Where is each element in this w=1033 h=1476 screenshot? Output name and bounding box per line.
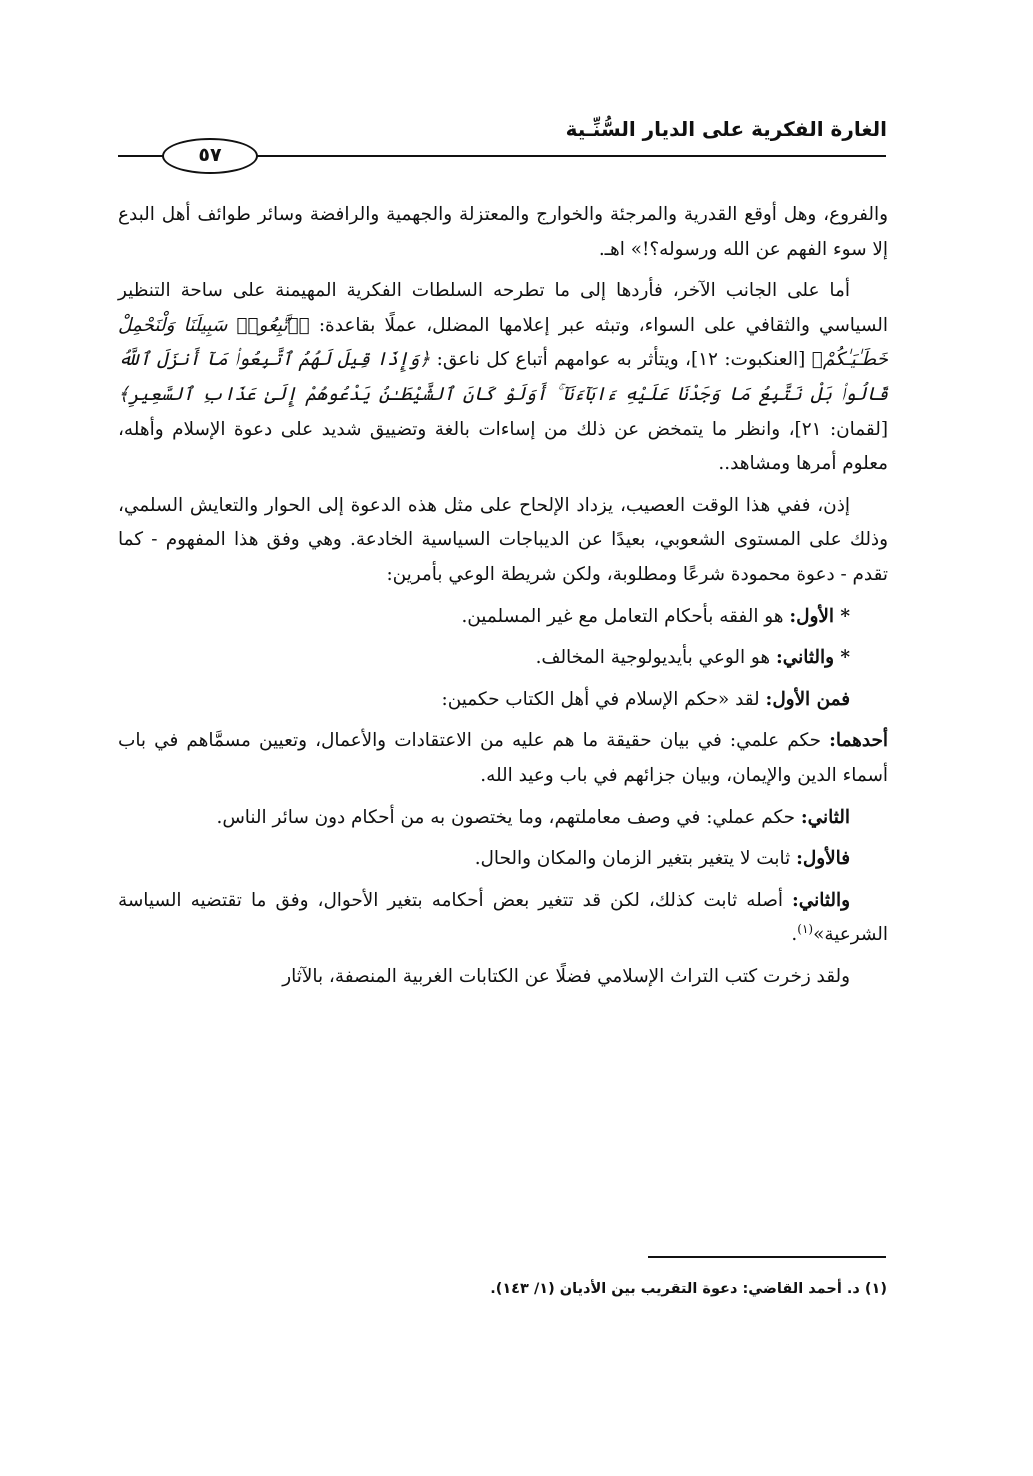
paragraph-text: إذن، ففي هذا الوقت العصيب، يزداد الإلحاح على مثل هذه الدعوة إلى الحوار والتعايش السلمي، وذلك على المستوى الشعوبي، بعيدًا عن الديباجات السياسية الخادعة. وهي وفق هذا المفهوم - كما تقدم - دعوة محمودة شرعًا ومطلوبة، ولكن شريطة الوعي بأمرين: — [118, 494, 888, 585]
paragraph-text: ثابت لا يتغير بتغير الزمان والمكان والحال. — [474, 848, 791, 870]
quran-verse: ﴿ٱتَّبِعُوا۟ سَبِيلَنَا وَلْنَحْمِلْ خَطَـٰيَـٰكُمْ﴾ — [118, 314, 888, 371]
paragraph-text: حكم عملي: في وصف معاملتهم، وما يختصون به من أحكام دون سائر الناس. — [216, 806, 796, 828]
paragraph-text: ولقد زخرت كتب التراث الإسلامي فضلًا عن الكتابات الغربية المنصفة، بالآثار — [282, 965, 850, 987]
paragraph-text: . — [791, 924, 798, 946]
bullet-item — [118, 600, 888, 635]
paragraph-text: أصله ثابت كذلك، لكن قد تتغير بعض أحكامه بتغير الأحوال، وفق ما تقتضيه السياسة الشرعية» — [118, 889, 888, 946]
bullet-text: هو الوعي بأيديولوجية المخالف. — [535, 647, 771, 669]
paragraph-text: والفروع، وهل أوقع القدرية والمرجئة والخوارج والمعتزلة والجهمية والرافضة وسائر طوائف أهل البدع إلا سوء الفهم عن الله ورسوله؟!» اهـ. — [118, 204, 888, 260]
quran-verse: ﴿وَإِذَا قِيلَ لَهُمُ ٱتَّبِعُوا۟ مَآ أَنزَلَ ٱللَّهُ قَالُوا۟ بَلْ نَتَّبِعُ مَا وَجَدْنَا عَلَيْهِ ءَابَآءَنَآ ۚ أَوَلَوْ كَانَ ٱلشَّيْطَـٰنُ يَدْعُوهُمْ إِلَىٰ عَذَابِ ٱلسَّعِيرِ﴾ — [118, 349, 888, 405]
running-title: الغارة الفكرية على الديار السُّنِّـية — [565, 117, 887, 141]
paragraph-lead: أحدهما: — [829, 730, 888, 752]
paragraph-text: [العنكبوت: ١٢]، ويتأثر به عوامهم أتباع كل ناعق: — [436, 349, 806, 371]
paragraph — [118, 960, 888, 995]
footnote-reference[interactable]: (١) — [797, 922, 814, 937]
main-text — [118, 198, 888, 1001]
bullet-item — [118, 641, 888, 676]
bullet-lead: * والثاني: — [775, 647, 850, 669]
paragraph-text: حكم علمي: في بيان حقيقة ما هم عليه من الاعتقادات والأعمال، وتعيين مسمَّاهم في باب أسماء الدين والإيمان، وبيان جزائهم في باب وعيد الله. — [118, 730, 888, 786]
paragraph — [118, 801, 888, 836]
page-number-badge: ٥٧ — [162, 138, 258, 174]
paragraph — [118, 842, 888, 877]
paragraph-text: [لقمان: ٢١]، وانظر ما يتمخض عن ذلك من إساءات بالغة وتضييق شديد على دعوة الإسلام وأهله، معلوم أمرها ومشاهد.. — [118, 418, 888, 475]
bullet-text: هو الفقه بأحكام التعامل مع غير المسلمين. — [461, 605, 784, 627]
paragraph — [118, 683, 888, 718]
paragraph — [118, 884, 888, 953]
paragraph-lead: والثاني: — [792, 889, 850, 911]
paragraph-text: لقد «حكم الإسلام في أهل الكتاب حكمين: — [441, 688, 760, 710]
footnote-text: د. أحمد القاضي: دعوة التقريب بين الأديان (١/ ١٤٣). — [490, 1281, 860, 1297]
footnote — [490, 1278, 887, 1300]
footnote-marker: (١) — [864, 1281, 887, 1297]
paragraph — [118, 489, 888, 593]
paragraph — [118, 198, 888, 267]
paragraph-lead: الثاني: — [800, 806, 850, 828]
bullet-lead: * الأول: — [789, 605, 850, 627]
footnote-separator — [648, 1256, 886, 1258]
paragraph-text: أما على الجانب الآخر، فأردها إلى ما تطرحه السلطات الفكرية المهيمنة على ساحة التنظير السياسي والثقافي على السواء، وتبثه عبر إعلامها المضلل، عملًا بقاعدة: — [118, 280, 888, 336]
paragraph-lead: فمن الأول: — [765, 688, 850, 710]
paragraph — [118, 724, 888, 793]
paragraph-lead: فالأول: — [796, 848, 850, 870]
paragraph — [118, 274, 888, 482]
